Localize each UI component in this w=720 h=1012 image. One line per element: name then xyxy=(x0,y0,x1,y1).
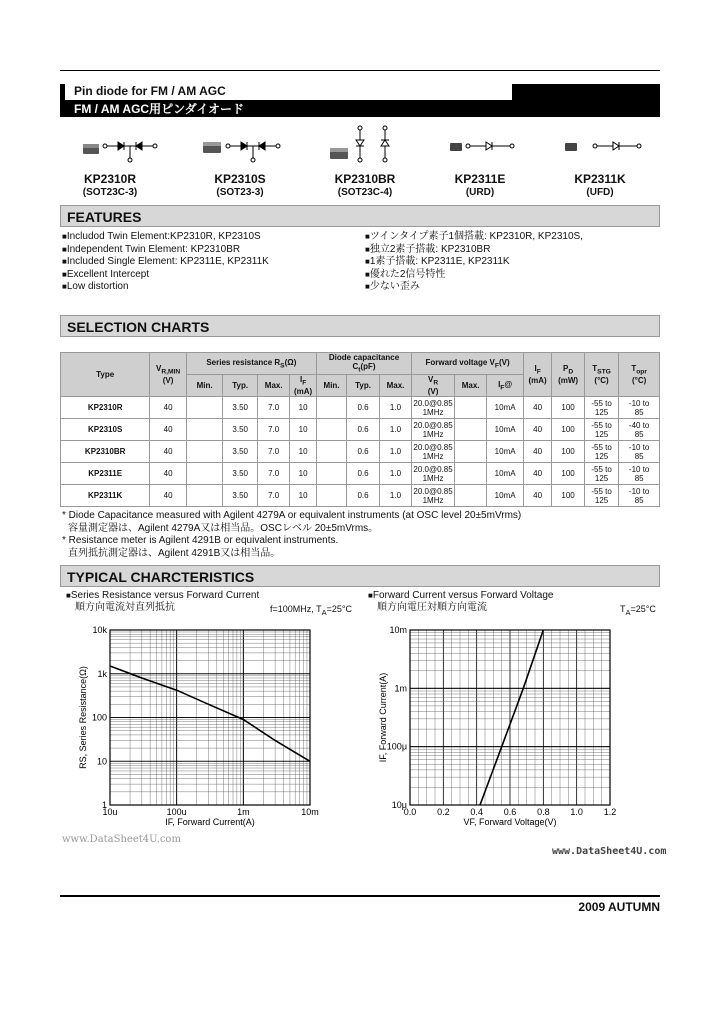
cell-f-max xyxy=(454,463,486,485)
x-tick-label: 1.2 xyxy=(603,807,617,817)
feature-item: ■ Included Single Element: KP2311E, KP2311K xyxy=(62,256,362,269)
cell-type: KP2310S xyxy=(61,419,150,441)
cell-if: 40 xyxy=(523,485,551,507)
sub-min: Min. xyxy=(186,375,223,397)
cell-f-vr: 20.0@0.85 1MHz xyxy=(413,420,453,439)
sub-typ: Typ. xyxy=(347,375,379,397)
cell-f-if: 10mA xyxy=(487,419,524,441)
left-chart-condition: f=100MHz, $T_A=25^\circ C$ xyxy=(270,604,352,617)
cell-rs-max: 7.0 xyxy=(257,485,289,507)
product-kp2311k xyxy=(560,172,640,198)
y-tick-label: 100 xyxy=(91,712,107,723)
product-package: (UFD) xyxy=(586,187,614,198)
feature-item: ■ 1素子搭載: KP2311E, KP2311K xyxy=(365,256,660,269)
y-tick-label: 1m xyxy=(394,683,407,694)
cell-rs-typ: 3.50 xyxy=(223,485,258,507)
cell-vr: 40 xyxy=(150,419,187,441)
cell-rs-min xyxy=(186,441,223,463)
product-name: KP2310BR xyxy=(334,172,396,186)
package-icon-kp2310br xyxy=(330,148,348,159)
cell-f-if: 10mA xyxy=(487,441,524,463)
cell-tstg: -55 to 125 xyxy=(584,463,619,485)
cell-c-typ: 0.6 xyxy=(347,419,379,441)
cell-rs-min xyxy=(186,463,223,485)
note-line: 容量測定器は、Agilent 4279A又は相当品。OSCレベル 20±5mVrms。 xyxy=(68,522,379,534)
product-package: (SOT23-3) xyxy=(216,187,264,198)
cell-pd: 100 xyxy=(552,463,584,485)
col-series-resistance: Series resistance $R_S(\Omega)$ xyxy=(186,353,316,375)
y-tick-label: 10 xyxy=(96,756,107,767)
cell-type: KP2311K xyxy=(61,485,150,507)
cell-c-max: 1.0 xyxy=(379,485,411,507)
package-icon-kp2310s xyxy=(203,142,221,153)
cell-f-vr: 20.0@0.85 1MHz xyxy=(413,486,453,505)
cell-c-min xyxy=(316,463,346,485)
cell-rs-if: 10 xyxy=(290,397,316,419)
forward-current-chart xyxy=(370,620,630,835)
product-name: KP2311E xyxy=(454,172,506,186)
table-row xyxy=(61,419,660,441)
sub-min: Min. xyxy=(316,375,346,397)
cell-rs-typ: 3.50 xyxy=(223,419,258,441)
cell-if: 40 xyxy=(523,397,551,419)
cell-c-typ: 0.6 xyxy=(347,485,379,507)
package-icon-kp2311k xyxy=(565,143,577,151)
circuit-icon-kp2310br xyxy=(356,126,389,162)
feature-item: ■ 独立2素子搭載: KP2310BR xyxy=(365,244,660,257)
cell-if: 40 xyxy=(523,419,551,441)
feature-item: ■ Low distortion xyxy=(62,281,362,294)
table-row xyxy=(61,463,660,485)
right-chart-title-en: ■ Forward Current versus Forward Voltage xyxy=(368,590,553,602)
x-tick-label: 0.6 xyxy=(503,807,517,817)
x-tick-label: 10m xyxy=(301,807,319,817)
sub-typ: Typ. xyxy=(223,375,258,397)
cell-f-if: 10mA xyxy=(487,485,524,507)
features-en-list xyxy=(62,231,362,294)
cell-c-max: 1.0 xyxy=(379,463,411,485)
product-name: KP2311K xyxy=(574,172,626,186)
cell-topr: -10 to 85 xyxy=(619,485,660,507)
title-dark-box xyxy=(512,84,660,100)
right-chart-title xyxy=(368,590,553,614)
footer-season: 2009 AUTUMN xyxy=(578,900,660,914)
cell-f-max xyxy=(454,441,486,463)
package-icon-kp2311e xyxy=(450,143,462,151)
circuit-icon-kp2310s xyxy=(226,142,280,162)
y-axis-label: IF, Forward Current(A) xyxy=(378,672,388,763)
cell-rs-max: 7.0 xyxy=(257,463,289,485)
product-package: (URD) xyxy=(465,187,495,198)
cell-rs-max: 7.0 xyxy=(257,397,289,419)
cell-c-max: 1.0 xyxy=(379,419,411,441)
cell-c-min xyxy=(316,397,346,419)
note-line: * Resistance meter is Agilent 4291B or equivalent instruments. xyxy=(62,535,339,546)
table-row xyxy=(61,397,660,419)
features-heading: FEATURES xyxy=(67,209,142,225)
feature-item: ■ 優れた2信号特性 xyxy=(365,269,660,282)
y-tick-label: 10k xyxy=(92,625,107,635)
x-tick-label: 0.2 xyxy=(437,807,450,817)
watermark-left: www.DataSheet4U.com xyxy=(62,834,181,845)
cell-if: 40 xyxy=(523,463,551,485)
product-package: (SOT23C-4) xyxy=(337,187,393,198)
cell-f-vr: 20.0@0.85 1MHz xyxy=(413,464,453,483)
circuit-icon-kp2311e xyxy=(466,142,514,150)
cell-rs-min xyxy=(186,419,223,441)
series-line xyxy=(480,630,543,805)
product-kp2310r xyxy=(70,172,150,198)
features-heading-bar xyxy=(60,205,660,227)
col-if: $I_F$ (mA) xyxy=(523,353,551,397)
cell-tstg: -55 to 125 xyxy=(584,441,619,463)
product-kp2310s xyxy=(200,172,280,198)
y-tick-label: 10m xyxy=(389,625,407,635)
table-row xyxy=(61,441,660,463)
cell-f-max xyxy=(454,397,486,419)
cell-vr: 40 xyxy=(150,441,187,463)
cell-pd: 100 xyxy=(552,419,584,441)
cell-rs-max: 7.0 xyxy=(257,441,289,463)
note-line: * Diode Capacitance measured with Agilent 4279A or equivalent instruments (at OSC level 20±5mVrms) xyxy=(62,510,522,521)
x-axis-label: IF, Forward Current(A) xyxy=(165,817,255,827)
cell-c-max: 1.0 xyxy=(379,441,411,463)
selection-table xyxy=(60,352,660,507)
cell-rs-min xyxy=(186,397,223,419)
features-ja-list xyxy=(365,231,660,294)
cell-pd: 100 xyxy=(552,485,584,507)
cell-c-min xyxy=(316,419,346,441)
cell-c-typ: 0.6 xyxy=(347,463,379,485)
circuit-icon-kp2311k xyxy=(593,142,641,150)
left-chart-title xyxy=(66,590,259,614)
selection-notes xyxy=(62,510,662,560)
product-kp2310br xyxy=(320,172,410,198)
note-line: 直列抵抗測定器は、Agilent 4291B又は相当品。 xyxy=(68,547,281,559)
cell-topr: -40 to 85 xyxy=(619,419,660,441)
x-axis-label: VF, Forward Voltage(V) xyxy=(463,817,557,827)
cell-f-max xyxy=(454,419,486,441)
sub-max: Max. xyxy=(379,375,411,397)
cell-rs-typ: 3.50 xyxy=(223,463,258,485)
cell-vr: 40 xyxy=(150,463,187,485)
product-package: (SOT23C-3) xyxy=(82,187,138,198)
right-chart-condition: $T_A=25^\circ C$ xyxy=(620,604,656,617)
selection-heading: SELECTION CHARTS xyxy=(67,319,210,335)
sub-vr: $V_R$ (V) xyxy=(412,375,455,397)
cell-rs-if: 10 xyxy=(290,419,316,441)
title-marker xyxy=(60,84,65,100)
package-icon-kp2310r xyxy=(83,144,99,154)
cell-tstg: -55 to 125 xyxy=(584,485,619,507)
right-chart-title-ja: 順方向電圧対順方向電流 xyxy=(377,602,487,613)
cell-tstg: -55 to 125 xyxy=(584,419,619,441)
sub-if-at: $I_F@$ xyxy=(487,375,524,397)
typical-heading-bar xyxy=(60,565,660,587)
title-ja: FM / AM AGC用ピンダイオード xyxy=(74,102,245,116)
y-axis-label: RS, Series Resistance(Ω) xyxy=(78,666,88,769)
y-tick-label: 100μ xyxy=(386,741,407,752)
cell-rs-min xyxy=(186,485,223,507)
col-topr: $T_{opr}$ (°C) xyxy=(619,353,660,397)
left-chart-title-ja: 順方向電流対直列抵抗 xyxy=(75,602,175,613)
col-pd: $P_D$ (mW) xyxy=(552,353,584,397)
cell-f-vr: 20.0@0.85 1MHz xyxy=(413,442,453,461)
title-en: Pin diode for FM / AM AGC xyxy=(74,84,226,98)
feature-item: ■ 少ない歪み xyxy=(365,281,660,294)
cell-type: KP2310BR xyxy=(61,441,150,463)
y-tick-label: 1 xyxy=(101,800,107,810)
cell-if: 40 xyxy=(523,441,551,463)
x-tick-label: 1m xyxy=(237,807,250,817)
footer-rule xyxy=(60,895,660,897)
top-rule xyxy=(60,70,660,71)
cell-rs-typ: 3.50 xyxy=(223,441,258,463)
cell-vr: 40 xyxy=(150,397,187,419)
cell-pd: 100 xyxy=(552,441,584,463)
cell-rs-max: 7.0 xyxy=(257,419,289,441)
series-line xyxy=(110,666,310,761)
x-tick-label: 0.4 xyxy=(470,807,483,817)
cell-type: KP2310R xyxy=(61,397,150,419)
cell-c-min xyxy=(316,485,346,507)
y-tick-label: 10μ xyxy=(391,800,407,810)
col-diode-capacitance: Diode capacitance $C_t(pF)$ xyxy=(316,353,411,375)
table-header-row xyxy=(61,353,660,375)
feature-item: ■ Excellent Intercept xyxy=(62,269,362,282)
selection-table-body xyxy=(61,397,660,507)
x-tick-label: 10u xyxy=(102,807,118,817)
cell-topr: -10 to 85 xyxy=(619,463,660,485)
cell-pd: 100 xyxy=(552,397,584,419)
cell-rs-if: 10 xyxy=(290,441,316,463)
cell-f-if: 10mA xyxy=(487,397,524,419)
col-forward-voltage: Forward voltage $V_F(V)$ xyxy=(412,353,524,375)
cell-c-min xyxy=(316,441,346,463)
sub-if: $I_F$ (mA) xyxy=(290,375,316,397)
circuit-icon-kp2310r xyxy=(103,142,157,162)
cell-f-vr: 20.0@0.85 1MHz xyxy=(413,398,453,417)
x-tick-label: 0.8 xyxy=(537,807,550,817)
cell-tstg: -55 to 125 xyxy=(584,397,619,419)
x-tick-label: 100u xyxy=(166,807,187,817)
cell-c-typ: 0.6 xyxy=(347,397,379,419)
col-vr: $V_{R,MIN}$ (V) xyxy=(150,353,187,397)
col-tstg: $T_{STG}$ (°C) xyxy=(584,353,619,397)
series-resistance-chart xyxy=(70,620,330,835)
sub-max: Max. xyxy=(454,375,486,397)
cell-c-typ: 0.6 xyxy=(347,441,379,463)
product-name: KP2310R xyxy=(83,172,137,186)
cell-rs-typ: 3.50 xyxy=(223,397,258,419)
cell-vr: 40 xyxy=(150,485,187,507)
watermark-right: www.DataSheet4U.com xyxy=(552,846,667,857)
selection-heading-bar xyxy=(60,315,660,337)
table-row xyxy=(61,485,660,507)
cell-rs-if: 10 xyxy=(290,463,316,485)
x-tick-label: 1.0 xyxy=(570,807,583,817)
cell-f-if: 10mA xyxy=(487,463,524,485)
y-tick-label: 1k xyxy=(97,668,107,679)
cell-f-max xyxy=(454,485,486,507)
cell-c-max: 1.0 xyxy=(379,397,411,419)
col-type: Type xyxy=(61,353,150,397)
cell-type: KP2311E xyxy=(61,463,150,485)
left-chart-title-en: ■ Series Resistance versus Forward Current xyxy=(66,590,259,602)
product-kp2311e xyxy=(440,172,520,198)
sub-max: Max. xyxy=(257,375,289,397)
cell-topr: -10 to 85 xyxy=(619,441,660,463)
product-icons xyxy=(60,122,660,170)
x-tick-label: 0.0 xyxy=(403,807,417,817)
feature-item: ■ ツインタイプ素子1個搭載: KP2310R, KP2310S, xyxy=(365,231,660,244)
cell-rs-if: 10 xyxy=(290,485,316,507)
typical-heading: TYPICAL CHARCTERISTICS xyxy=(67,569,255,585)
cell-topr: -10 to 85 xyxy=(619,397,660,419)
product-name: KP2310S xyxy=(214,172,266,186)
feature-item: ■ Independent Twin Element: KP2310BR xyxy=(62,244,362,257)
feature-item: ■ Includod Twin Element:KP2310R, KP2310S xyxy=(62,231,362,244)
